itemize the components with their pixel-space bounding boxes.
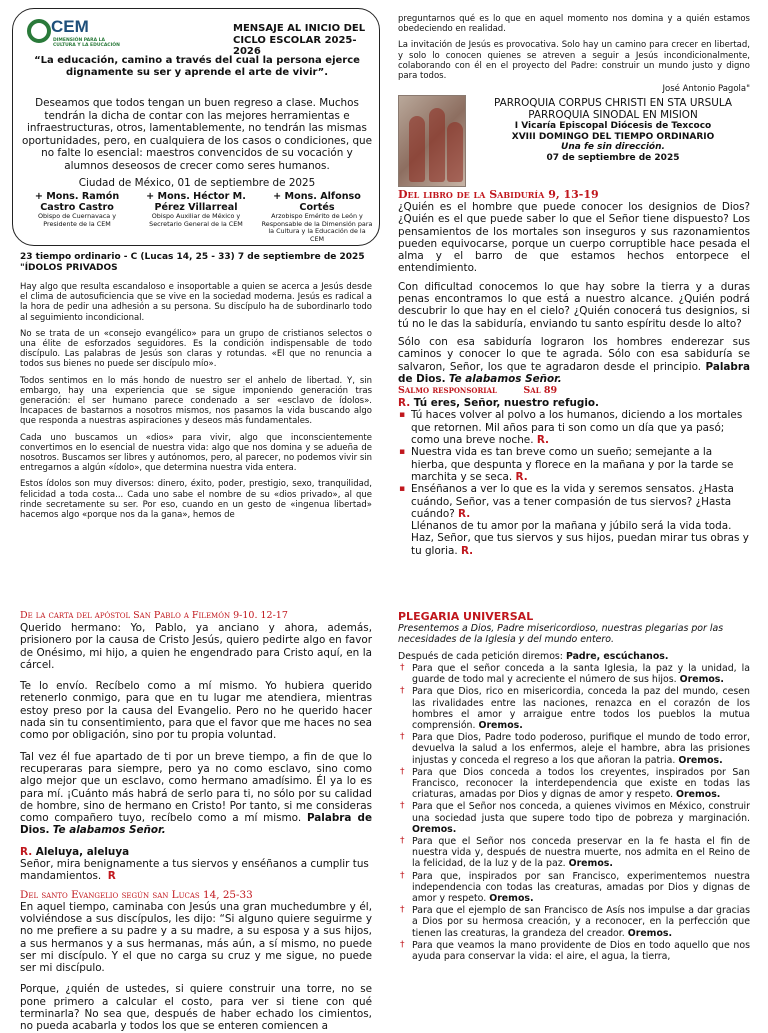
signer-role: Obispo de Cuernavaca y Presidente de la CEM [37,212,117,228]
prayer-item [398,732,750,766]
philemon-paragraph [20,751,372,837]
wisdom-paragraph [398,336,750,385]
reflection-paragraph: Hay algo que resulta escandaloso e insoportable a quien se acerca a Jesús desde el clima de autosuficiencia que se vive en la sociedad moderna. Jesús es radical a la hora de pedir una adhesión a su persona. Su discípulo ha de subordinarlo todo al seguimiento incondicional. [20,282,372,323]
prayer-item-text: Para que veamos la mano providente de Dios en todo aquello que nos ayuda para conservar la vida: el aire, el agua, la tierra, [412,939,750,962]
psalm-number: Sal 89 [523,385,558,397]
psalm-verse-text: Nuestra vida es tan breve como un sueño; semejante a la hierba, que despunta y florece en la mañana y por la tarde se marchita y se seca. [411,446,734,483]
figure-shape [447,122,463,182]
psalm-response-text: Tú eres, Señor, nuestro refugio. [413,397,599,410]
psalm-verse [398,446,750,483]
reflection-continuation-p2: La invitación de Jesús es provocativa. Solo hay un camino para crecer en libertad, y solo lo conocen quienes se atreven a seguir a Jesús incondicionalmente, colaborando con él en el proyecto del Padre: construir un mundo justo y digno para todos. [398,40,750,82]
parish-theme: Una fe sin dirección. [561,142,665,152]
word-of-god: Palabra de Dios. [398,360,750,385]
reflection-paragraph: Cada uno buscamos un «dios» para vivir, algo que inconscientemente convertimos en lo esencial de nuestra vida: algo que nos domina y se adueña de nosotros. Buscamos ser libres y autónomos, pero, al parecer, no podemos vivir sin entregarnos a algún «ídolo», que determina nuestra vida entera. [20,432,372,474]
philemon-text: Tal vez él fue apartado de ti por un breve tiempo, a fin de que lo recuperaras para siempre, pero ya no como esclavo, sino como algo mejor que un esclavo, como hermano amadísimo. Él ya lo es para mí. ¡Cuánto más habrá de serlo para ti, no sólo por su calidad de hombre, sino de hermano en Cristo! Por tanto, si me consideras como compañero tuyo, recíbelo como a mí mismo. [20,750,372,825]
reflection-section [20,252,372,598]
philemon-title: De la carta del apóstol San Pablo a Filemón 9-10. 12-17 [20,610,288,621]
prayer-item-text: Para que el Señor nos conceda, a quienes vivimos en México, construir una sociedad justa que supere todo tipo de pobreza y marginación. [412,801,750,824]
reflection-paragraph: Todos sentimos en lo más hondo de nuestro ser el anhelo de libertad. Y, sin embargo, hay una experiencia que se sigue imponiendo generación tras generación: el ser humano parece condenado a ser «esclavo de ídolos». Incapaces de bastarnos a nosotros mismos, nos pasamos la vida buscando algo que responda a nuestras aspiraciones y deseos más fundamentales. [20,375,372,427]
prayer-item [398,801,750,835]
gospel-title: Del santo Evangelio según san Lucas 14, 25-33 [20,888,253,901]
wisdom-section [398,188,750,580]
psalm-verse-text: Tú haces volver al polvo a los humanos, diciendo a los mortales que retornen. Mil años para ti son como un día que ya pasó; como una breve noche. [411,409,743,447]
response-mark: R. [515,470,528,483]
prayer-response: Padre, escúchanos. [565,650,669,662]
gospel-paragraph: En aquel tiempo, caminaba con Jesús una gran muchedumbre y él, volviéndose a sus discípulos, les dijo: “Si alguno quiere seguirme y no me prefiere a su padre y a su madre, a su esposa y a sus hijos, a sus hermanos y a sus hermanas, más aún, a sí mismo, no puede ser mi discípulo. Y el que no carga su cruz y me sigue, no puede ser mi discípulo. [20,900,372,975]
parish-date: 07 de septiembre de 2025 [546,152,680,163]
psalm-title: Salmo responsorial [398,385,497,397]
cem-message-box [12,8,380,246]
wisdom-paragraph: ¿Quién es el hombre que puede conocer los designios de Dios? ¿Quién es el que puede saber lo que el Señor tiene dispuesto? Los pensamientos de los mortales son inseguros y sus razonamientos pueden equivocarse, porque un cuerpo corruptible hace pesada el alma y el barro de que estamos hechos entorpece el entendimiento. [398,201,750,275]
prayer-item [398,686,750,731]
word-of-god: Palabra de Dios. [20,812,373,837]
psalm-verse-text: Enséñanos a ver lo que es la vida y seremos sensatos. ¿Hasta cuándo, Señor, vas a tener compasión de tus siervos? ¿Hasta cuándo? [411,483,734,520]
reflection-continuation-p1: preguntarnos qué es lo que en aquel momento nos domina y a quién estamos obedeciendo en realidad. [398,14,750,35]
word-of-god-response: Te alabamos Señor. [448,372,562,385]
prayer-item-text: Para que Dios, Padre todo poderoso, purifique el mundo de todo error, devuelva la salud a los enfermos, aleje el hambre, abra las prisiones injustas y conceda el regreso a los que añoran la patria. [412,732,750,766]
alleluia-text: Señor, mira benignamente a tus siervos y enséñanos a cumplir tus mandamientos. [20,858,369,883]
prayer-item-text: Para que, inspirados por san Francisco, experimentemos nuestra independencia con todas las creaturas, amadas por Dios y dignas de amor y respeto. [412,870,750,904]
reflection-paragraph: Estos ídolos son muy diversos: dinero, éxito, poder, prestigio, sexo, tranquilidad, felicidad a toda costa... Cada uno sabe el nombre de su «dios privado», al que rinde secretamente su ser. Por eso, cuando en un gesto de «ingenua libertad» hacemos algo «porque nos da la gana», hemos de [20,479,372,521]
reflection-title: "ÍDOLOS PRIVADOS [20,262,118,273]
cem-body: Deseamos que todos tengan un buen regreso a clase. Muchos tendrán la dicha de contar con las mejores herramientas e infraestructuras, otros, lamentablemente, no tendrán las mismas oportunidades, pero, en cualquiera de los casos o condiciones, que no falte lo esencial: maestros convencidos de su vocación y alumnos deseosos de crecer como seres humanos. [21,97,373,172]
oremos-label: Oremos. [489,892,534,904]
cem-heading [233,23,379,58]
prayer-item [398,767,750,801]
oremos-label: Oremos. [568,858,613,870]
wisdom-text: Sólo con esa sabiduría lograron los hombres enderezar sus caminos y conocer lo que te agrada. Sólo con esa sabiduría se salvaron, Señor, los que te agradaron desde el principio. [398,335,750,373]
universal-prayer-section [398,610,750,1024]
philemon-paragraph: Querido hermano: Yo, Pablo, ya anciano y ahora, además, prisionero por la causa de Cristo Jesús, quiero pedirte algo en favor de Onésimo, mi hijo, a quien he engendrado para Cristo aquí, en la cárcel. [20,622,372,671]
prayer-item [398,836,750,870]
parish-sinodal: PARROQUIA SINODAL EN MISION [528,108,698,121]
prayer-item-text: Para que el señor conceda a la santa Iglesia, la paz y la unidad, la guarde de todo mal y acreciente el número de sus hijos. [412,662,750,686]
cem-quote: “La educación, camino a través del cual la persona ejerce dignamente su ser y aprende el arte de vivir”. [34,55,360,78]
alleluia-header [20,846,372,858]
psalm-verse [398,409,750,446]
response-mark: R. [398,397,411,410]
psalm-verse [398,483,750,520]
prayer-item-text: Para que Dios, rico en misericordia, conceda la paz del mundo, cesen las rivalidades entre las naciones, renazca en el corazón de los hombres el amor y arraigue entre todos los pueblos la mutua comprensión. [412,686,750,731]
reflection-paragraph: No se trata de un «consejo evangélico» para un grupo de cristianos selectos o una élite de esforzados seguidores. Es la condición indispensable de todo discípulo. Las palabras de Jesús son claras y rotundas. «El que no renuncia a todos sus bienes no puede ser discípulo mío». [20,328,372,370]
figure-shape [409,116,425,182]
parish-vicaria: I Vicaría Episcopal Diócesis de Texcoco [514,121,712,131]
word-of-god-response: Te alabamos Señor. [52,824,166,837]
figure-shape [429,108,445,182]
prayer-title: PLEGARIA UNIVERSAL [398,610,534,623]
signer-name: + Mons. Héctor M. Pérez Villarreal [146,191,246,213]
cem-logo [27,17,137,57]
signer-2 [137,191,255,228]
reflection-heading: 23 tiempo ordinario - C (Lucas 14, 25 - 33) 7 de septiembre de 2025 [20,252,365,262]
oremos-label: Oremos. [679,674,724,686]
prayer-item [398,871,750,905]
cem-heading-line1: MENSAJE AL INICIO DEL [233,23,366,34]
prayer-intro: Presentemos a Dios, Padre misericordioso, nuestras plegarias por las necesidades de la Iglesia y del mundo entero. [398,623,724,646]
philemon-paragraph: Te lo envío. Recíbelo como a mí mismo. Yo hubiera querido retenerlo conmigo, para que en tu lugar me atendiera, mientras estoy preso por la causa del Evangelio. Pero no he querido hacer nada sin tu consentimiento, para que el favor que me haces no sea como por obligación, sino por tu propia voluntad. [20,680,372,742]
alleluia-title: Aleluya, aleluya [35,845,130,858]
cem-logo-sub: DIMENSIÓN PARA LA CULTURA Y LA EDUCACIÓN [53,38,120,48]
reflection-continuation [398,14,750,94]
parish-name: PARROQUIA CORPUS CHRISTI EN STA URSULA [493,97,733,109]
parish-image [398,95,466,187]
response-mark: R [107,870,116,883]
cem-date: Ciudad de México, 01 de septiembre de 2025 [78,177,316,189]
parish-sunday: XVIII DOMINGO DEL TIEMPO ORDINARIO [511,131,715,142]
psalm-header [398,385,750,397]
gospel-paragraph: Porque, ¿quién de ustedes, si quiere construir una torre, no se pone primero a calcular el costo, para ver si tiene con qué terminarla? No sea que, después de haber echado los cimientos, no pueda acabarla y todos los que se enteren comiencen a [20,983,372,1033]
prayer-item [398,940,750,962]
oremos-label: Oremos. [412,823,457,835]
alleluia-verse [20,858,372,883]
signer-3 [261,191,373,243]
oremos-label: Oremos. [627,927,673,939]
wisdom-title: Del libro de la Sabiduría 9, 13-19 [398,188,599,201]
prayer-list [398,663,750,962]
second-reading-section [20,610,373,1033]
psalm-response [398,397,750,409]
signer-1 [21,191,133,228]
cem-logo-abbr: CEM [51,17,89,36]
signer-name: + Mons. Alfonso Cortés [273,191,361,213]
response-mark: R. [460,544,474,557]
signer-name: + Mons. Ramón Castro Castro [34,191,120,213]
response-mark: R. [536,434,549,447]
psalm-verse-text: Llénanos de tu amor por la mañana y júbilo será la vida toda. Haz, Señor, que tus siervos y sus hijos, puedan mirar tus obras y tu gloria. [411,520,749,557]
signer-role: Obispo Auxiliar de México y Secretario General de la CEM [149,212,243,228]
response-mark: R. [458,507,471,520]
prayer-item-text: Para que el ejemplo de san Francisco de Asís nos impulse a dar gracias a Dios por su hermosa creación, y a reconocer, en la perfección que tienen las creaturas, la grandeza del creador. [412,905,750,939]
prayer-item [398,663,750,685]
cem-logo-ring-icon [27,19,51,43]
prayer-item-text: Para que Dios conceda a todos los creyentes, inspirados por San Francisco, reconocer la interdependencia que existe en todas las criaturas, amadas por Dios y dignas de amor y respeto. [412,766,750,801]
oremos-label: Oremos. [676,789,721,801]
response-mark: R. [20,845,33,858]
prayer-item [398,905,750,939]
psalm-verse [398,520,750,557]
oremos-label: Oremos. [478,719,523,731]
parish-banner [472,98,754,163]
oremos-label: Oremos. [678,754,723,766]
signer-role: Arzobispo Emérito de León y Responsable de la Dimensión para la Cultura y la Educación de la CEM [261,212,373,243]
prayer-instruction-label: Después de cada petición diremos: [398,650,563,662]
wisdom-paragraph: Con dificultad conocemos lo que hay sobre la tierra y a duras penas encontramos lo que está a nuestro alcance. ¿Quién podrá descubrir lo que hay en el cielo? ¿Quién conocerá tus designios, si tú no le das la sabiduría, enviando tu santo espíritu desde lo alto? [398,280,750,330]
prayer-item-text: Para que el Señor nos conceda preservar en la fe hasta el fin de nuestra vida y, después de nuestra muerte, nos admita en el Reino de la felicidad, de la luz y de la paz. [412,835,750,870]
reflection-author: José Antonio Pagola" [662,84,750,95]
prayer-instruction [398,651,750,662]
cem-heading-line2: CICLO ESCOLAR 2025-2026 [233,34,357,57]
